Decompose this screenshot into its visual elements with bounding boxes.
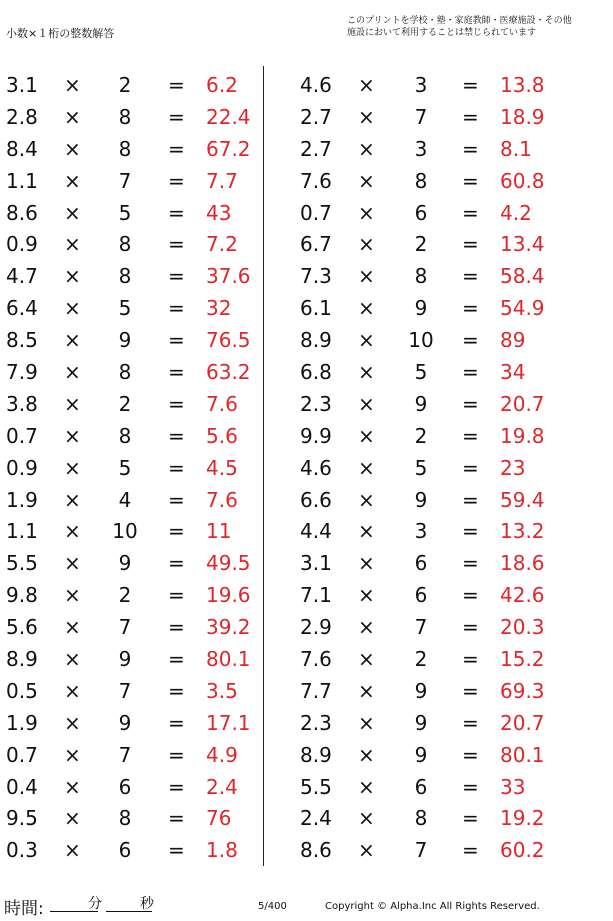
multiplicand: 2.9 (300, 615, 332, 640)
equals-sign: = (168, 455, 185, 480)
answer: 18.9 (500, 104, 545, 129)
multiplier: 7 (414, 615, 428, 640)
equals-sign: = (168, 487, 185, 512)
equals-sign: = (462, 423, 479, 448)
equals-sign: = (462, 615, 479, 640)
equals-sign: = (168, 774, 185, 799)
equals-sign: = (168, 232, 185, 257)
equals-sign: = (462, 391, 479, 416)
multiplier: 9 (118, 647, 132, 672)
answer: 13.8 (500, 73, 545, 97)
equals-sign: = (168, 519, 185, 544)
times-sign: × (358, 742, 375, 767)
equals-sign: = (168, 136, 185, 161)
answer: 20.3 (500, 615, 545, 640)
answer: 80.1 (206, 647, 251, 672)
equals-sign: = (462, 264, 479, 289)
multiplier: 4 (118, 487, 132, 512)
column-divider (263, 66, 264, 866)
times-sign: × (64, 647, 81, 672)
times-sign: × (358, 774, 375, 799)
times-sign: × (358, 710, 375, 735)
answer: 7.2 (206, 232, 238, 257)
multiplier: 3 (414, 136, 428, 161)
multiplier: 5 (118, 455, 132, 480)
equals-sign: = (168, 583, 185, 608)
multiplicand: 3.8 (6, 391, 38, 416)
answer: 7.7 (206, 168, 238, 193)
times-sign: × (358, 519, 375, 544)
multiplier: 8 (118, 423, 132, 448)
multiplicand: 2.7 (300, 104, 332, 129)
equals-sign: = (168, 264, 185, 289)
multiplicand: 7.9 (6, 360, 38, 385)
equals-sign: = (462, 742, 479, 767)
answer: 43 (206, 200, 232, 225)
multiplicand: 6.4 (6, 296, 38, 321)
multiplicand: 5.5 (6, 551, 38, 576)
equals-sign: = (462, 774, 479, 799)
worksheet-title: 小数×１桁の整数解答 (6, 27, 115, 40)
multiplier: 8 (118, 104, 132, 129)
multiplier: 8 (118, 136, 132, 161)
times-sign: × (358, 232, 375, 257)
equals-sign: = (462, 647, 479, 672)
time-label: 時間: (4, 899, 44, 919)
answer: 6.2 (206, 73, 238, 97)
multiplier: 3 (414, 519, 428, 544)
answer: 8.1 (500, 136, 532, 161)
times-sign: × (64, 391, 81, 416)
answer: 32 (206, 296, 232, 321)
multiplicand: 8.5 (6, 328, 38, 353)
minutes-unit: 分 (88, 896, 102, 912)
multiplicand: 8.6 (300, 838, 332, 863)
equals-sign: = (168, 104, 185, 129)
answer: 23 (500, 455, 526, 480)
equals-sign: = (462, 551, 479, 576)
multiplicand: 8.9 (6, 647, 38, 672)
times-sign: × (64, 551, 81, 576)
equals-sign: = (168, 678, 185, 703)
equals-sign: = (462, 232, 479, 257)
page-number: 5/400 (258, 901, 287, 912)
multiplicand: 1.9 (6, 487, 38, 512)
times-sign: × (64, 200, 81, 225)
answer: 63.2 (206, 360, 251, 385)
equals-sign: = (462, 678, 479, 703)
answer: 42.6 (500, 583, 545, 608)
equals-sign: = (462, 487, 479, 512)
answer: 5.6 (206, 423, 238, 448)
times-sign: × (64, 296, 81, 321)
multiplicand: 9.8 (6, 583, 38, 608)
multiplicand: 2.8 (6, 104, 38, 129)
answer: 60.2 (500, 838, 545, 863)
multiplier: 2 (118, 583, 132, 608)
multiplier: 7 (414, 838, 428, 863)
multiplier: 7 (118, 615, 132, 640)
multiplicand: 6.8 (300, 360, 332, 385)
answer: 49.5 (206, 551, 251, 576)
multiplicand: 4.6 (300, 73, 332, 97)
times-sign: × (64, 360, 81, 385)
answer: 15.2 (500, 647, 545, 672)
equals-sign: = (168, 423, 185, 448)
times-sign: × (64, 168, 81, 193)
multiplicand: 7.6 (300, 647, 332, 672)
multiplicand: 7.7 (300, 678, 332, 703)
multiplier: 5 (414, 360, 428, 385)
multiplier: 6 (118, 774, 132, 799)
times-sign: × (358, 678, 375, 703)
equals-sign: = (462, 360, 479, 385)
answer: 4.5 (206, 455, 238, 480)
times-sign: × (64, 583, 81, 608)
multiplicand: 8.6 (6, 200, 38, 225)
answer: 59.4 (500, 487, 545, 512)
multiplicand: 8.9 (300, 742, 332, 767)
times-sign: × (64, 264, 81, 289)
equals-sign: = (168, 615, 185, 640)
answer: 54.9 (500, 296, 545, 321)
multiplier: 3 (414, 73, 428, 97)
multiplier: 9 (414, 391, 428, 416)
multiplicand: 2.7 (300, 136, 332, 161)
answer: 4.2 (500, 200, 532, 225)
multiplier: 10 (112, 519, 138, 544)
multiplicand: 5.5 (300, 774, 332, 799)
answer: 1.8 (206, 838, 238, 863)
equals-sign: = (462, 583, 479, 608)
multiplier: 6 (414, 551, 428, 576)
answer: 13.4 (500, 232, 545, 257)
multiplier: 6 (118, 838, 132, 863)
usage-notice-line-2: 施設において利用することは禁じられています (347, 28, 537, 38)
multiplicand: 6.7 (300, 232, 332, 257)
multiplier: 9 (414, 296, 428, 321)
equals-sign: = (462, 73, 479, 97)
times-sign: × (64, 328, 81, 353)
multiplicand: 4.7 (6, 264, 38, 289)
answer: 58.4 (500, 264, 545, 289)
equals-sign: = (168, 838, 185, 863)
multiplicand: 2.3 (300, 391, 332, 416)
times-sign: × (358, 615, 375, 640)
answer: 13.2 (500, 519, 545, 544)
multiplier: 8 (414, 168, 428, 193)
usage-notice-line-1: このプリントを学校・塾・家庭教師・医療施設・その他 (347, 16, 572, 26)
times-sign: × (64, 455, 81, 480)
times-sign: × (358, 73, 375, 97)
multiplicand: 0.7 (300, 200, 332, 225)
times-sign: × (64, 487, 81, 512)
multiplicand: 3.1 (300, 551, 332, 576)
equals-sign: = (462, 200, 479, 225)
answer: 17.1 (206, 710, 251, 735)
equals-sign: = (168, 296, 185, 321)
multiplier: 6 (414, 583, 428, 608)
multiplier: 7 (118, 678, 132, 703)
times-sign: × (358, 423, 375, 448)
multiplier: 9 (414, 710, 428, 735)
answer: 37.6 (206, 264, 251, 289)
answer: 69.3 (500, 678, 545, 703)
equals-sign: = (168, 647, 185, 672)
equals-sign: = (462, 168, 479, 193)
answer: 19.8 (500, 423, 545, 448)
times-sign: × (358, 487, 375, 512)
times-sign: × (358, 838, 375, 863)
answer: 60.8 (500, 168, 545, 193)
multiplier: 10 (408, 328, 434, 353)
multiplicand: 6.6 (300, 487, 332, 512)
equals-sign: = (168, 710, 185, 735)
answer: 89 (500, 328, 526, 353)
equals-sign: = (462, 136, 479, 161)
equals-sign: = (168, 806, 185, 831)
times-sign: × (358, 104, 375, 129)
times-sign: × (358, 551, 375, 576)
equals-sign: = (462, 710, 479, 735)
equals-sign: = (462, 838, 479, 863)
times-sign: × (64, 104, 81, 129)
answer: 76.5 (206, 328, 251, 353)
answer: 7.6 (206, 391, 238, 416)
multiplier: 8 (118, 264, 132, 289)
copyright: Copyright © Alpha.Inc All Rights Reserved. (325, 901, 540, 912)
equals-sign: = (168, 73, 185, 97)
times-sign: × (64, 232, 81, 257)
multiplicand: 9.9 (300, 423, 332, 448)
times-sign: × (358, 455, 375, 480)
multiplicand: 8.9 (300, 328, 332, 353)
times-sign: × (358, 136, 375, 161)
multiplier: 5 (118, 296, 132, 321)
times-sign: × (358, 296, 375, 321)
times-sign: × (358, 328, 375, 353)
multiplier: 8 (414, 264, 428, 289)
multiplicand: 1.9 (6, 710, 38, 735)
equals-sign: = (168, 551, 185, 576)
multiplicand: 7.6 (300, 168, 332, 193)
times-sign: × (64, 519, 81, 544)
multiplicand: 0.3 (6, 838, 38, 863)
multiplicand: 4.6 (300, 455, 332, 480)
multiplier: 9 (414, 742, 428, 767)
multiplicand: 7.1 (300, 583, 332, 608)
answer: 4.9 (206, 742, 238, 767)
usage-notice (347, 15, 607, 39)
answer: 20.7 (500, 391, 545, 416)
times-sign: × (64, 806, 81, 831)
multiplier: 2 (414, 232, 428, 257)
times-sign: × (358, 200, 375, 225)
multiplicand: 0.5 (6, 678, 38, 703)
equals-sign: = (462, 328, 479, 353)
equals-sign: = (168, 391, 185, 416)
multiplier: 2 (118, 391, 132, 416)
equals-sign: = (462, 296, 479, 321)
multiplier: 9 (414, 678, 428, 703)
multiplicand: 7.3 (300, 264, 332, 289)
answer: 80.1 (500, 742, 545, 767)
multiplier: 8 (118, 232, 132, 257)
answer: 34 (500, 360, 526, 385)
times-sign: × (64, 136, 81, 161)
multiplicand: 6.1 (300, 296, 332, 321)
multiplicand: 4.4 (300, 519, 332, 544)
multiplicand: 2.3 (300, 710, 332, 735)
multiplier: 8 (414, 806, 428, 831)
multiplier: 9 (118, 710, 132, 735)
times-sign: × (64, 710, 81, 735)
equals-sign: = (462, 519, 479, 544)
multiplicand: 5.6 (6, 615, 38, 640)
multiplier: 5 (118, 200, 132, 225)
multiplicand: 0.4 (6, 774, 38, 799)
answer: 22.4 (206, 104, 251, 129)
multiplier: 2 (118, 73, 132, 97)
times-sign: × (64, 774, 81, 799)
equals-sign: = (168, 200, 185, 225)
multiplier: 6 (414, 200, 428, 225)
answer: 39.2 (206, 615, 251, 640)
times-sign: × (358, 583, 375, 608)
seconds-unit: 秒 (140, 896, 154, 912)
multiplier: 2 (414, 647, 428, 672)
answer: 7.6 (206, 487, 238, 512)
multiplicand: 1.1 (6, 168, 38, 193)
multiplier: 9 (118, 551, 132, 576)
equals-sign: = (168, 360, 185, 385)
times-sign: × (358, 806, 375, 831)
times-sign: × (358, 264, 375, 289)
multiplier: 9 (414, 487, 428, 512)
times-sign: × (64, 73, 81, 97)
multiplier: 7 (118, 742, 132, 767)
equals-sign: = (168, 168, 185, 193)
times-sign: × (64, 838, 81, 863)
multiplicand: 0.9 (6, 455, 38, 480)
times-sign: × (64, 423, 81, 448)
multiplicand: 9.5 (6, 806, 38, 831)
multiplier: 8 (118, 806, 132, 831)
times-sign: × (358, 391, 375, 416)
answer: 20.7 (500, 710, 545, 735)
multiplicand: 8.4 (6, 136, 38, 161)
answer: 33 (500, 774, 526, 799)
equals-sign: = (168, 328, 185, 353)
answer: 19.2 (500, 806, 545, 831)
multiplier: 7 (118, 168, 132, 193)
times-sign: × (358, 647, 375, 672)
answer: 2.4 (206, 774, 238, 799)
multiplicand: 3.1 (6, 73, 38, 97)
multiplier: 5 (414, 455, 428, 480)
times-sign: × (64, 678, 81, 703)
multiplier: 7 (414, 104, 428, 129)
equals-sign: = (462, 455, 479, 480)
multiplier: 9 (118, 328, 132, 353)
equals-sign: = (168, 742, 185, 767)
times-sign: × (358, 168, 375, 193)
equals-sign: = (462, 104, 479, 129)
answer: 18.6 (500, 551, 545, 576)
answer: 19.6 (206, 583, 251, 608)
answer: 11 (206, 519, 232, 544)
answer: 67.2 (206, 136, 251, 161)
multiplicand: 1.1 (6, 519, 38, 544)
answer: 76 (206, 806, 232, 831)
times-sign: × (64, 742, 81, 767)
multiplicand: 2.4 (300, 806, 332, 831)
answer: 3.5 (206, 678, 238, 703)
multiplicand: 0.9 (6, 232, 38, 257)
multiplier: 8 (118, 360, 132, 385)
multiplicand: 0.7 (6, 742, 38, 767)
times-sign: × (64, 615, 81, 640)
multiplicand: 0.7 (6, 423, 38, 448)
multiplier: 6 (414, 774, 428, 799)
equals-sign: = (462, 806, 479, 831)
times-sign: × (358, 360, 375, 385)
multiplier: 2 (414, 423, 428, 448)
